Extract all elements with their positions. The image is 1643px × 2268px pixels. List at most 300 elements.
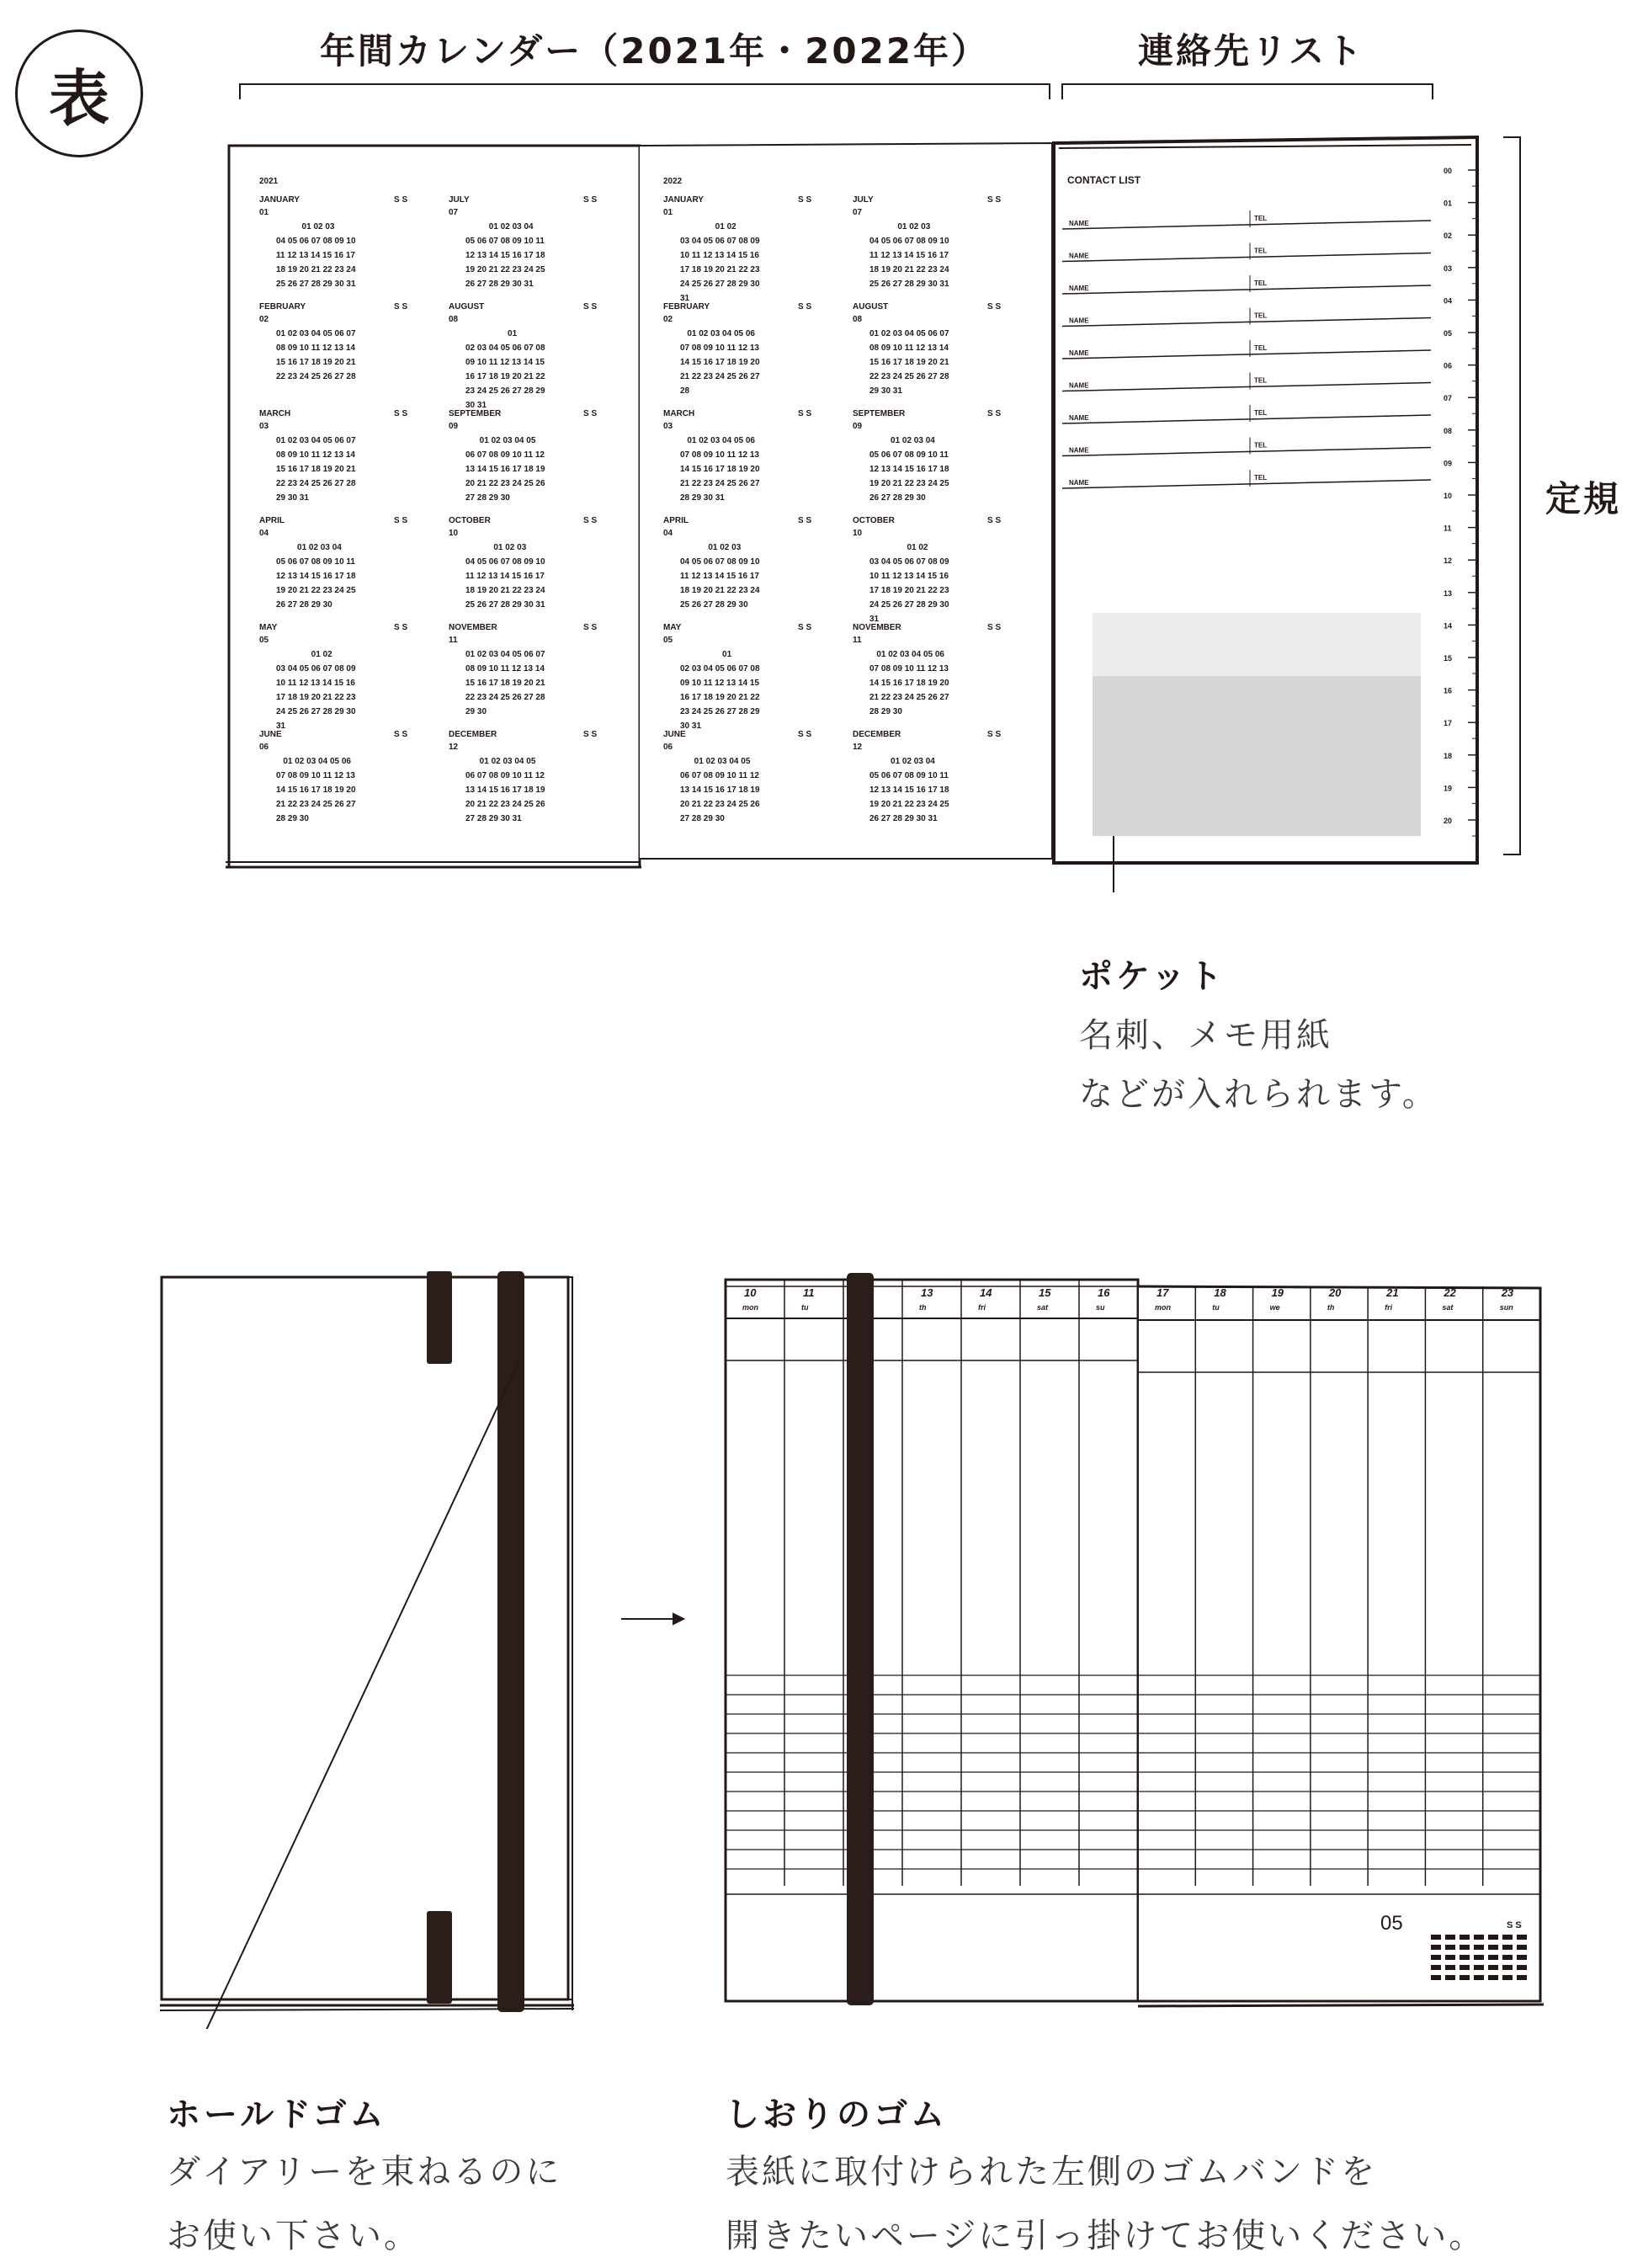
month-name: FEBRUARY [663, 302, 710, 311]
day-number: 17 [1156, 1286, 1169, 1299]
pocket-desc-line-1: 名刺、メモ用紙 [1079, 1016, 1332, 1055]
bookmark-band-open [847, 1273, 874, 2005]
week-row: 01 02 03 04 05 [465, 436, 536, 445]
month-number: 05 [259, 636, 269, 645]
month-name: APRIL [663, 516, 689, 525]
mini-calendar-cell [1474, 1935, 1484, 1940]
month-name: JANUARY [259, 195, 300, 205]
week-row: 01 02 03 [680, 543, 742, 552]
day-number: 14 [980, 1286, 992, 1299]
mini-calendar-cell [1460, 1935, 1470, 1940]
month-number: 03 [259, 422, 269, 431]
week-row: 23 24 25 26 27 28 29 [465, 386, 545, 396]
week-row: 20 21 22 23 24 25 26 [465, 800, 545, 809]
ruler-tick-label: 12 [1444, 556, 1453, 566]
week-row: 30 31 [465, 401, 487, 410]
mini-calendar-cell [1445, 1945, 1455, 1950]
month-number: 01 [663, 208, 673, 217]
month-name: JUNE [259, 730, 282, 739]
week-row: 11 12 13 14 15 16 17 [465, 572, 545, 581]
mini-calendar-cell [1502, 1955, 1513, 1960]
month-number: 12 [853, 743, 863, 752]
month-number: 01 [259, 208, 269, 217]
week-row: 20 21 22 23 24 25 26 [465, 479, 545, 488]
week-row: 15 16 17 18 19 20 21 [465, 679, 545, 688]
weekend-header: S S [987, 409, 1002, 418]
week-row: 10 11 12 13 14 15 16 [680, 251, 759, 260]
month-name: MAY [259, 623, 278, 632]
mini-calendar-cell [1488, 1935, 1498, 1940]
month-name: NOVEMBER [853, 623, 901, 632]
week-row: 22 23 24 25 26 27 28 [276, 372, 356, 381]
week-row: 04 05 06 07 08 09 10 [276, 237, 356, 246]
month-number: 03 [663, 422, 673, 431]
week-row: 01 02 03 04 05 06 07 [276, 436, 356, 445]
month-name: NOVEMBER [449, 623, 497, 632]
week-row: 22 23 24 25 26 27 28 [276, 479, 356, 488]
pocket-title: ポケット [1079, 957, 1226, 996]
mini-calendar-cell [1431, 1935, 1441, 1940]
week-row: 03 04 05 06 07 08 09 [680, 237, 760, 246]
tel-label: TEL [1254, 409, 1268, 417]
week-row: 27 28 29 30 31 [465, 814, 522, 823]
name-label: NAME [1069, 220, 1089, 227]
ruler-tick-label: 07 [1444, 394, 1453, 403]
bookmark-band-desc-line-1: 表紙に取付けられた左側のゴムバンドを [726, 2153, 1377, 2191]
day-number: 20 [1328, 1286, 1342, 1299]
week-row: 01 02 03 04 05 06 [869, 650, 944, 659]
week-row: 12 13 14 15 16 17 18 [869, 465, 949, 474]
weekend-header: S S [583, 516, 598, 525]
week-row: 01 02 [869, 543, 928, 552]
day-number: 10 [744, 1286, 757, 1299]
week-row: 29 30 31 [869, 386, 902, 396]
mini-calendar-cell [1460, 1965, 1470, 1970]
month-name: JANUARY [663, 195, 704, 205]
weekend-header: S S [987, 623, 1002, 632]
week-row: 19 20 21 22 23 24 25 [869, 800, 949, 809]
month-number: 04 [259, 529, 269, 538]
week-row: 21 22 23 24 25 26 27 [869, 693, 949, 702]
week-row: 27 28 29 30 [680, 814, 725, 823]
month-name: MAY [663, 623, 682, 632]
day-weekday: mon [742, 1303, 758, 1312]
week-row: 01 02 03 [276, 222, 335, 232]
day-weekday: sun [1499, 1303, 1513, 1312]
mini-calendar-cell [1460, 1975, 1470, 1980]
week-row: 30 31 [680, 721, 702, 731]
tel-label: TEL [1254, 474, 1268, 482]
week-row: 01 02 03 04 [465, 222, 534, 232]
name-label: NAME [1069, 479, 1089, 487]
week-row: 03 04 05 06 07 08 09 [276, 664, 356, 673]
week-row: 28 29 30 [276, 814, 309, 823]
week-row: 01 02 03 [869, 222, 931, 232]
month-name: APRIL [259, 516, 284, 525]
week-row: 04 05 06 07 08 09 10 [869, 237, 949, 246]
tel-label: TEL [1254, 311, 1268, 320]
week-row: 16 17 18 19 20 21 22 [680, 693, 760, 702]
mini-calendar-cell [1517, 1955, 1527, 1960]
week-row: 01 [680, 650, 732, 659]
week-row: 13 14 15 16 17 18 19 [465, 785, 545, 795]
week-row: 17 18 19 20 21 22 23 [869, 586, 949, 595]
week-row: 09 10 11 12 13 14 15 [465, 358, 545, 367]
week-row: 26 27 28 29 30 31 [465, 280, 534, 289]
ruler-tick-label: 15 [1444, 654, 1453, 663]
mini-calendar-cell [1460, 1955, 1470, 1960]
month-name: OCTOBER [853, 516, 895, 525]
mini-calendar-cell [1460, 1945, 1470, 1950]
weekend-header: S S [394, 409, 408, 418]
week-row: 25 26 27 28 29 30 31 [276, 280, 356, 289]
weekend-header: S S [583, 302, 598, 311]
ruler-tick-label: 08 [1444, 426, 1453, 435]
month-number: 07 [449, 208, 459, 217]
bookmark-band-desc-line-2: 開きたいページに引っ掛けてお使いください。 [726, 2217, 1486, 2255]
week-row: 04 05 06 07 08 09 10 [680, 557, 760, 567]
week-row: 31 [276, 721, 286, 731]
week-row: 05 06 07 08 09 10 11 [869, 771, 949, 780]
week-row: 12 13 14 15 16 17 18 [276, 572, 356, 581]
tel-label: TEL [1254, 280, 1268, 287]
weekend-header: S S [798, 302, 812, 311]
mini-calendar-cell [1502, 1945, 1513, 1950]
week-row: 10 11 12 13 14 15 16 [869, 572, 949, 581]
week-row: 01 02 03 04 [869, 436, 935, 445]
week-row: 11 12 13 14 15 16 17 [276, 251, 355, 260]
week-row: 12 13 14 15 16 17 18 [869, 785, 949, 795]
week-row: 22 23 24 25 26 27 28 [465, 693, 545, 702]
week-row: 10 11 12 13 14 15 16 [276, 679, 355, 688]
week-row: 01 02 [680, 222, 736, 232]
mini-calendar-cell [1517, 1935, 1527, 1940]
name-label: NAME [1069, 349, 1089, 357]
weekend-header: S S [583, 195, 598, 205]
month-number: 04 [663, 529, 673, 538]
pocket-top [1093, 613, 1421, 676]
hold-band-title: ホールドゴム [167, 2095, 387, 2134]
day-number: 21 [1386, 1286, 1399, 1299]
day-number: 19 [1271, 1286, 1284, 1299]
weekend-header: S S [798, 516, 812, 525]
week-row: 18 19 20 21 22 23 24 [680, 586, 760, 595]
weekend-header: S S [394, 623, 408, 632]
week-row: 25 26 27 28 29 30 31 [869, 280, 949, 289]
month-number: 02 [663, 315, 673, 324]
week-row: 25 26 27 28 29 30 [680, 600, 748, 610]
day-number: 23 [1501, 1286, 1514, 1299]
bookmark-band-closed [497, 1271, 524, 2012]
month-number: 05 [663, 636, 673, 645]
month-number: 10 [853, 529, 863, 538]
mini-calendar-cell [1445, 1965, 1455, 1970]
week-row: 24 25 26 27 28 29 30 [276, 707, 356, 716]
ruler-heading: 定規 [1545, 478, 1622, 519]
week-row: 05 06 07 08 09 10 11 [276, 557, 355, 567]
mini-calendar-cell [1474, 1955, 1484, 1960]
calendar-heading: 年間カレンダー（2021年・2022年） [320, 30, 990, 72]
ruler-tick-label: 05 [1444, 329, 1453, 338]
month-number: 02 [259, 315, 269, 324]
ruler-bracket [1503, 137, 1520, 854]
week-row: 08 09 10 11 12 13 14 [276, 343, 355, 353]
month-name: DECEMBER [449, 730, 497, 739]
tel-label: TEL [1254, 441, 1268, 450]
month-number: 11 [449, 636, 458, 645]
mini-calendar-cell [1431, 1955, 1441, 1960]
week-row: 29 30 [465, 707, 487, 716]
mini-calendar-cell [1502, 1975, 1513, 1980]
day-number: 11 [803, 1286, 815, 1299]
mini-calendar-cell [1431, 1965, 1441, 1970]
week-row: 31 [869, 615, 880, 624]
week-row: 07 08 09 10 11 12 13 [680, 343, 759, 353]
ruler-tick-label: 01 [1444, 199, 1453, 208]
week-row: 01 02 03 04 05 06 07 [465, 650, 545, 659]
day-number: 18 [1214, 1286, 1226, 1299]
weekend-header: S S [394, 302, 408, 311]
week-row: 01 02 03 04 05 [680, 757, 751, 766]
month-number: 08 [853, 315, 863, 324]
month-number: 09 [449, 422, 459, 431]
week-row: 06 07 08 09 10 11 12 [680, 771, 759, 780]
week-row: 01 02 03 04 05 06 [680, 436, 755, 445]
week-row: 07 08 09 10 11 12 13 [680, 450, 759, 460]
ruler-tick-label: 03 [1444, 264, 1453, 273]
week-row: 26 27 28 29 30 [276, 600, 332, 610]
name-label: NAME [1069, 285, 1089, 292]
week-row: 18 19 20 21 22 23 24 [276, 265, 356, 274]
month-number: 11 [853, 636, 862, 645]
month-number: 12 [449, 743, 459, 752]
closed-and-open-diary-diagram [0, 1246, 1643, 2029]
weekend-header: S S [798, 195, 812, 205]
day-weekday: sat [1442, 1303, 1454, 1312]
day-weekday: th [1327, 1303, 1335, 1312]
week-row: 14 15 16 17 18 19 20 [680, 465, 760, 474]
ruler-tick-label: 14 [1444, 621, 1453, 631]
month-name: JULY [853, 195, 874, 205]
week-row: 03 04 05 06 07 08 09 [869, 557, 949, 567]
month-name: DECEMBER [853, 730, 901, 739]
month-name: AUGUST [449, 302, 485, 311]
ruler-tick-label: 09 [1444, 459, 1453, 468]
mini-calendar-cell [1474, 1975, 1484, 1980]
contact-bracket [1062, 84, 1433, 99]
weekly-month-label: 05 [1380, 1912, 1403, 1935]
week-row: 01 02 03 04 05 06 [276, 757, 351, 766]
week-row: 14 15 16 17 18 19 20 [276, 785, 356, 795]
weekend-header: S S [394, 195, 408, 205]
calendar-year: 2021 [259, 177, 279, 186]
weekend-header: S S [394, 730, 408, 739]
week-row: 24 25 26 27 28 29 30 [680, 280, 760, 289]
week-row: 01 02 03 04 05 06 07 [869, 329, 949, 338]
week-row: 28 29 30 31 [680, 493, 725, 503]
ruler-tick-label: 17 [1444, 719, 1453, 728]
mini-calendar-cell [1502, 1965, 1513, 1970]
weekend-header: S S [987, 195, 1002, 205]
week-row: 15 16 17 18 19 20 21 [869, 358, 949, 367]
week-row: 04 05 06 07 08 09 10 [465, 557, 545, 567]
mini-calendar-cell [1488, 1975, 1498, 1980]
month-name: SEPTEMBER [449, 409, 502, 418]
tel-label: TEL [1254, 344, 1268, 352]
week-row: 21 22 23 24 25 26 27 [680, 372, 760, 381]
week-row: 14 15 16 17 18 19 20 [869, 679, 949, 688]
month-number: 06 [663, 743, 673, 752]
week-row: 17 18 19 20 21 22 23 [680, 265, 760, 274]
mini-calendar-cell [1474, 1945, 1484, 1950]
day-weekday: tu [801, 1303, 809, 1312]
weekend-header: S S [987, 302, 1002, 311]
name-label: NAME [1069, 381, 1089, 390]
pocket-desc-line-2: などが入れられます。 [1079, 1075, 1438, 1114]
week-row: 08 09 10 11 12 13 14 [869, 343, 949, 353]
month-name: JULY [449, 195, 470, 205]
month-name: JUNE [663, 730, 686, 739]
mini-calendar-cell [1502, 1935, 1513, 1940]
day-number: 16 [1098, 1286, 1110, 1299]
week-row: 26 27 28 29 30 31 [869, 814, 938, 823]
week-row: 19 20 21 22 23 24 25 [465, 265, 545, 274]
week-row: 02 03 04 05 06 07 08 [465, 343, 545, 353]
week-row: 01 02 03 04 [869, 757, 935, 766]
week-row: 15 16 17 18 19 20 21 [276, 358, 356, 367]
week-row: 11 12 13 14 15 16 17 [869, 251, 949, 260]
day-weekday: th [919, 1303, 927, 1312]
tel-label: TEL [1254, 376, 1268, 385]
month-name: MARCH [663, 409, 695, 418]
month-number: 07 [853, 208, 863, 217]
mini-calendar-cell [1517, 1975, 1527, 1980]
week-row: 20 21 22 23 24 25 26 [680, 800, 760, 809]
day-weekday: su [1096, 1303, 1105, 1312]
hold-band-desc-line-2: お使い下さい。 [167, 2217, 420, 2255]
mini-calendar-cell [1445, 1935, 1455, 1940]
day-weekday: tu [1212, 1303, 1220, 1312]
week-row: 09 10 11 12 13 14 15 [680, 679, 759, 688]
side-badge: 表 [15, 29, 143, 157]
contact-heading: 連絡先リスト [1138, 30, 1365, 72]
week-row: 06 07 08 09 10 11 12 [465, 771, 545, 780]
week-row: 28 [680, 386, 690, 396]
day-number: 15 [1039, 1286, 1051, 1299]
month-number: 09 [853, 422, 863, 431]
calendar-year: 2022 [663, 177, 683, 186]
week-row: 07 08 09 10 11 12 13 [869, 664, 949, 673]
calendar-bracket [240, 84, 1050, 99]
ruler-tick-label: 02 [1444, 232, 1453, 241]
week-row: 06 07 08 09 10 11 12 [465, 450, 545, 460]
mini-calendar-cell [1517, 1965, 1527, 1970]
month-name: OCTOBER [449, 516, 491, 525]
tel-label: TEL [1254, 247, 1268, 255]
ruler-tick-label: 20 [1444, 817, 1453, 825]
day-weekday: sat [1037, 1303, 1049, 1312]
week-row: 23 24 25 26 27 28 29 [680, 707, 760, 716]
ruler-tick-label: 16 [1444, 686, 1453, 695]
mini-calendar-cell [1488, 1955, 1498, 1960]
week-row: 08 09 10 11 12 13 14 [276, 450, 355, 460]
open-diary-diagram [0, 0, 1643, 892]
week-row: 13 14 15 16 17 18 19 [680, 785, 760, 795]
month-name: FEBRUARY [259, 302, 306, 311]
mini-calendar-ss: S S [1507, 1920, 1522, 1930]
week-row: 05 06 07 08 09 10 11 [465, 237, 545, 246]
weekend-header: S S [798, 409, 812, 418]
ruler-tick-label: 13 [1444, 588, 1453, 598]
week-row: 19 20 21 22 23 24 25 [276, 586, 356, 595]
week-row: 21 22 23 24 25 26 27 [680, 479, 760, 488]
weekend-header: S S [583, 409, 598, 418]
arrow-icon [621, 1614, 683, 1624]
weekend-header: S S [798, 623, 812, 632]
pocket-bottom [1093, 676, 1421, 836]
tel-label: TEL [1254, 215, 1268, 222]
day-weekday: we [1269, 1303, 1280, 1312]
week-row: 01 02 03 04 [276, 543, 342, 552]
ruler-tick-label: 00 [1444, 167, 1453, 175]
name-label: NAME [1069, 317, 1089, 325]
weekend-header: S S [987, 730, 1002, 739]
name-label: NAME [1069, 252, 1089, 260]
month-number: 10 [449, 529, 459, 538]
mini-calendar-cell [1445, 1975, 1455, 1980]
day-weekday: mon [1155, 1303, 1171, 1312]
ruler-tick-label: 10 [1444, 492, 1453, 500]
mini-calendar-cell [1431, 1975, 1441, 1980]
week-row: 28 29 30 [869, 707, 902, 716]
month-number: 06 [259, 743, 269, 752]
week-row: 27 28 29 30 [465, 493, 510, 503]
week-row: 18 19 20 21 22 23 24 [869, 265, 949, 274]
mini-calendar-cell [1517, 1945, 1527, 1950]
hold-band-bottom-tab [427, 1911, 452, 2004]
week-row: 21 22 23 24 25 26 27 [276, 800, 356, 809]
week-row: 19 20 21 22 23 24 25 [869, 479, 949, 488]
ruler-tick-label: 04 [1444, 296, 1453, 306]
week-row: 12 13 14 15 16 17 18 [465, 251, 545, 260]
weekend-header: S S [987, 516, 1002, 525]
week-row: 01 02 [276, 650, 332, 659]
hold-band-top-tab [427, 1271, 452, 1364]
bookmark-band-title: しおりのゴム [726, 2095, 948, 2134]
week-row: 01 [465, 329, 518, 338]
hold-band-desc-line-1: ダイアリーを束ねるのに [167, 2153, 562, 2191]
mini-calendar-cell [1431, 1945, 1441, 1950]
day-number: 22 [1444, 1286, 1456, 1299]
mini-calendar-cell [1474, 1965, 1484, 1970]
week-row: 16 17 18 19 20 21 22 [465, 372, 545, 381]
week-row: 31 [680, 294, 690, 303]
week-row: 01 02 03 [465, 543, 527, 552]
week-row: 02 03 04 05 06 07 08 [680, 664, 760, 673]
week-row: 01 02 03 04 05 06 07 [276, 329, 356, 338]
week-row: 05 06 07 08 09 10 11 [869, 450, 949, 460]
contact-list-title: CONTACT LIST [1067, 174, 1141, 186]
day-weekday: fri [978, 1303, 986, 1312]
month-name: SEPTEMBER [853, 409, 906, 418]
weekend-header: S S [394, 516, 408, 525]
mini-calendar-cell [1488, 1945, 1498, 1950]
weekend-header: S S [798, 730, 812, 739]
weekend-header: S S [583, 623, 598, 632]
week-row: 18 19 20 21 22 23 24 [465, 586, 545, 595]
week-row: 29 30 31 [276, 493, 309, 503]
month-name: AUGUST [853, 302, 889, 311]
